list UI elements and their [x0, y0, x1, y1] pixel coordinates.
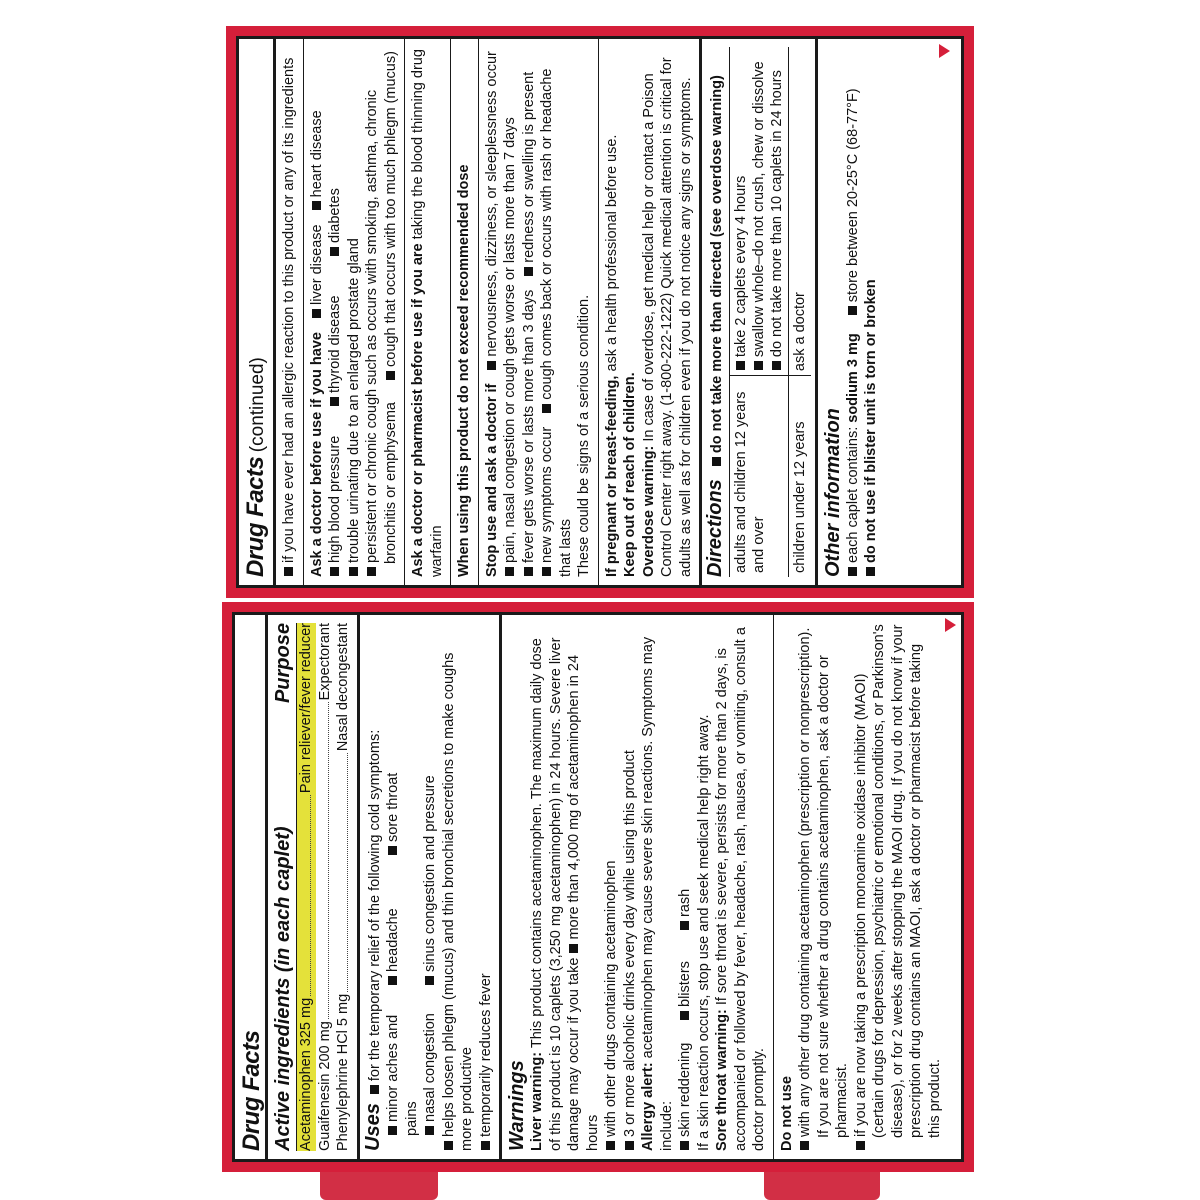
uses-phlegm: helps loosen phlegm (mucus) and thin bronchial secretions to make coughs more productive — [440, 652, 475, 1151]
ask-doctor-heading: Ask a doctor before use if you have — [308, 332, 325, 577]
drug-facts-continued-header — [239, 39, 276, 585]
ask-doctor-section — [304, 39, 406, 585]
continued-arrow-icon — [939, 44, 950, 58]
purpose-heading: Purpose — [272, 623, 294, 704]
bullet-square-icon — [370, 1085, 379, 1094]
uses-heading: Uses — [361, 1103, 384, 1151]
bullet-square-icon — [848, 567, 857, 576]
bullet-square-icon — [542, 567, 551, 576]
keep-out-of-reach: Keep out of reach of children. — [622, 372, 638, 577]
bullet-square-icon — [569, 944, 578, 953]
bullet-square-icon — [388, 976, 397, 985]
adult-direction: swallow whole–do not crush, chew or dissolve — [750, 61, 767, 358]
adult-direction: do not take more than 10 caplets in 24 hours — [768, 70, 785, 358]
ingredient-name: Guaifenesin 200 mg — [316, 1021, 333, 1151]
continued-arrow-icon — [945, 618, 956, 632]
table-row — [730, 47, 789, 577]
pregnant-text: ask a health professional before use. — [603, 134, 620, 372]
bullet-square-icon — [386, 371, 395, 380]
child-direction: ask a doctor — [788, 47, 811, 376]
blister-warning: do not use if blister unit is torn or broken — [863, 279, 879, 563]
bullet-square-icon — [524, 567, 533, 576]
liver-item: 3 or more alcoholic drinks every day while using this product — [621, 750, 638, 1137]
bullet-square-icon — [680, 921, 689, 930]
allergic-reaction-section — [276, 39, 304, 585]
when-using-section — [451, 39, 479, 585]
active-ingredients-heading: Active ingredients (in each caplet) — [272, 826, 294, 1151]
condition: persistent or chronic cough such as occurs with smoking, asthma, chronic bronchitis or emphysema — [364, 89, 399, 564]
right-drug-facts-panel — [236, 36, 964, 588]
liver-item: with other drugs containing acetaminophen — [603, 860, 619, 1137]
liver-warning-text: This product contains acetaminophen. The maximum daily dose of this product is 10 caplets (3,250 mg acetaminophen) in 24 hours. Severe liver damage may occur if you take — [529, 637, 582, 1151]
allergic-reaction-text: if you have ever had an allergic reaction to this product or any of its ingredients — [281, 57, 297, 563]
directions-heading: Directions — [704, 479, 726, 577]
condition: heart disease — [308, 110, 325, 198]
sodium-value: sodium 3 mg — [844, 333, 861, 423]
bullet-square-icon — [481, 1141, 490, 1150]
symptom: sinus congestion and pressure — [422, 775, 438, 972]
bullet-square-icon — [606, 1141, 615, 1150]
stop-use-item: nervousness, dizziness, or sleeplessness occur — [483, 51, 500, 357]
bullet-square-icon — [312, 201, 321, 210]
liver-warning-label: Liver warning: — [529, 1051, 545, 1151]
warnings-heading: Warnings — [506, 1060, 528, 1151]
allergy-alert-label: Allergy alert: — [640, 1062, 656, 1151]
bullet-square-icon — [388, 846, 397, 855]
stop-use-item: fever gets worse or lasts more than 3 days — [520, 289, 537, 563]
sodium-prefix: each caplet contains: — [844, 426, 861, 563]
ingredient-purpose: Expectorant — [316, 623, 333, 701]
bullet-square-icon — [680, 1011, 689, 1020]
allergy-item: skin reddening — [677, 1042, 693, 1137]
uses-fever: temporarily reduces fever — [477, 973, 494, 1137]
bullet-square-icon — [330, 567, 339, 576]
bullet-square-icon — [848, 306, 857, 315]
symptom: minor aches and pains — [385, 1014, 420, 1136]
ingredient-row — [297, 623, 316, 1151]
sore-throat-label: Sore throat warning: — [714, 1009, 730, 1151]
sore-throat-text: If sore throat is severe, persists for more than 2 days, is accompanied or followed by fever, headache, rash, nausea, or vomiting, consult a doctor promptly. — [714, 627, 767, 1151]
condition: diabetes — [327, 188, 343, 243]
condition: thyroid disease — [327, 295, 343, 393]
bullet-square-icon — [444, 1141, 453, 1150]
do-not-use-heading: Do not use — [778, 1076, 795, 1151]
drug-facts-title: Drug Facts — [242, 456, 269, 577]
allergy-item: rash — [677, 888, 693, 917]
directions-note: do not take more than directed (see overdose warning) — [709, 75, 725, 454]
bullet-square-icon — [388, 1126, 397, 1135]
ingredient-name: Acetaminophen 325 mg — [298, 997, 314, 1151]
ask-pharmacist-text: taking the blood thinning drug warfarin — [410, 49, 445, 577]
ask-pharmacist-section — [405, 39, 451, 585]
bullet-square-icon — [866, 567, 875, 576]
stop-use-heading: Stop use and ask a doctor if — [483, 383, 500, 577]
warnings-section — [502, 615, 774, 1159]
uses-intro: for the temporary relief of the following cold symptoms: — [366, 729, 383, 1082]
stop-use-section — [479, 39, 599, 585]
ingredient-purpose: Pain reliever/fever reducer — [298, 623, 314, 794]
bullet-square-icon — [330, 397, 339, 406]
skin-reaction-text: If a skin reaction occurs, stop use and seek medical help right away. — [695, 714, 712, 1151]
adult-label: adults and children 12 years and over — [730, 376, 789, 577]
pregnancy-overdose-section — [599, 39, 703, 585]
bullet-square-icon — [736, 361, 745, 370]
adult-direction: take 2 caplets every 4 hours — [732, 175, 749, 358]
symptom: sore throat — [385, 772, 401, 842]
directions-section — [702, 39, 818, 585]
when-using-text: When using this product do not exceed recommended dose — [456, 164, 472, 577]
bullet-square-icon — [349, 567, 358, 576]
ingredient-name: Phenylephrine HCl 5 mg — [335, 993, 351, 1151]
left-drug-facts-panel — [232, 612, 964, 1162]
other-information-section — [818, 39, 885, 585]
symptom: nasal congestion — [422, 1013, 438, 1122]
condition: high blood pressure — [327, 435, 343, 563]
stop-use-item: cough comes back or occurs with rash or headache that lasts — [539, 68, 574, 577]
stop-use-item: new symptoms occur — [539, 426, 555, 563]
condition: cough that occurs with too much phlegm (mucus) — [382, 51, 399, 367]
bullet-square-icon — [712, 457, 721, 466]
table-row — [788, 47, 811, 577]
child-label: children under 12 years — [788, 376, 811, 577]
bullet-square-icon — [524, 267, 533, 276]
bullet-square-icon — [505, 567, 514, 576]
do-not-use-item: with any other drug containing acetaminophen (prescription or nonprescription). If you are not sure whether a drug contains acetaminophen, ask a doctor or pharmacist. — [797, 627, 850, 1138]
ingredient-row — [316, 623, 335, 1151]
other-information-heading: Other information — [821, 408, 844, 577]
bullet-square-icon — [772, 361, 781, 370]
bullet-square-icon — [312, 309, 321, 318]
overdose-label: Overdose warning: — [640, 445, 657, 577]
ask-pharmacist-heading: Ask a doctor or pharmacist before use if you are — [410, 243, 426, 577]
do-not-use-section — [774, 615, 949, 1159]
condition: liver disease — [308, 224, 325, 305]
stop-use-item: redness or swelling is present — [520, 71, 537, 263]
overdose-text: In case of overdose, get medical help or contact a Poison Control Center right away. (1-800-222-1222) Quick medical attention is critical for adults as well as for children even if you do not notice any signs or symptoms. — [640, 57, 694, 577]
drug-facts-title: Drug Facts — [238, 1030, 265, 1151]
bullet-square-icon — [754, 361, 763, 370]
stop-use-item: pain, nasal congestion or cough gets worse or lasts more than 7 days — [502, 117, 518, 563]
bullet-square-icon — [284, 567, 293, 576]
active-ingredients-section — [265, 615, 360, 1159]
allergy-item: blisters — [677, 961, 693, 1007]
bullet-square-icon — [625, 1141, 634, 1150]
bullet-square-icon — [487, 361, 496, 370]
bullet-square-icon — [367, 567, 376, 576]
ingredient-row — [334, 623, 353, 1151]
bullet-square-icon — [680, 1141, 689, 1150]
liver-item: more than 4,000 mg of acetaminophen in 24 hours — [566, 654, 601, 1151]
bullet-square-icon — [425, 1126, 434, 1135]
do-not-use-item: if you are now taking a prescription monoamine oxidase inhibitor (MAOI) (certain drugs for depression, psychiatric or emotional conditions, or Parkinson's disease), or for 2 weeks after stopping the MAOI drug. If you do not know if your prescription drug contains an MAOI, ask a doctor or pharmacist before taking this product. — [852, 624, 943, 1138]
bullet-square-icon — [425, 976, 434, 985]
directions-table — [730, 47, 811, 577]
pregnant-label: If pregnant or breast-feeding, — [603, 375, 620, 577]
storage-text: store between 20-25°C (68-77°F) — [844, 88, 861, 303]
stop-use-footer: These could be signs of a serious condition. — [576, 294, 592, 577]
bullet-square-icon — [542, 404, 551, 413]
condition: trouble urinating due to an enlarged prostate gland — [345, 238, 362, 563]
bullet-square-icon — [856, 1141, 865, 1150]
ingredient-purpose: Nasal decongestant — [335, 623, 351, 752]
continued-label: (continued) — [247, 357, 268, 453]
bullet-square-icon — [800, 1141, 809, 1150]
uses-section — [360, 615, 503, 1159]
drug-facts-header — [235, 615, 265, 1159]
bullet-square-icon — [330, 247, 339, 256]
allergy-alert-text: acetaminophen may cause severe skin reactions. Symptoms may include: — [640, 636, 675, 1151]
symptom: headache — [385, 908, 401, 972]
